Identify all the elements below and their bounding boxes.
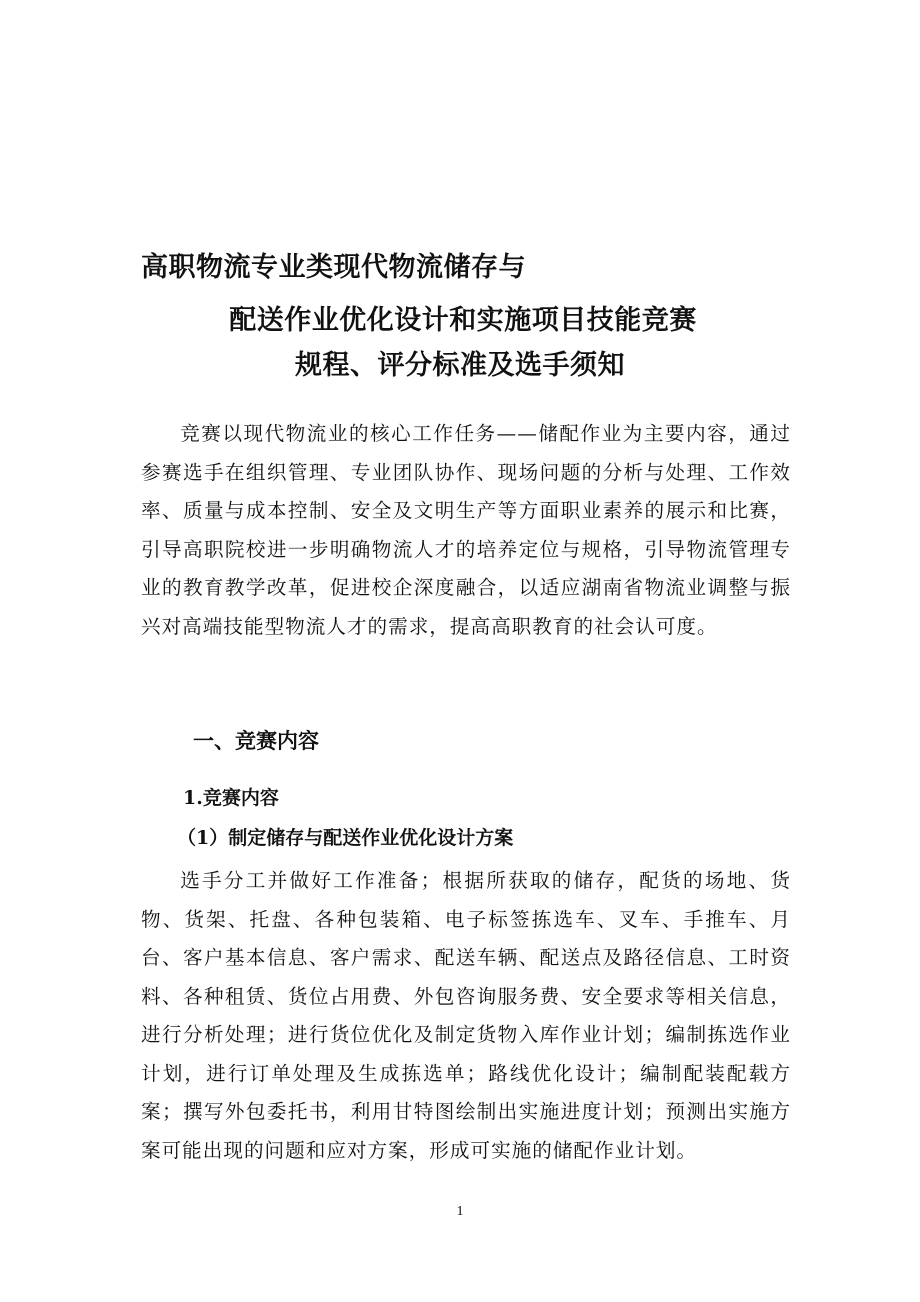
section-heading: 一、竞赛内容 — [193, 729, 319, 753]
subsection-heading: 1.竞赛内容 — [183, 787, 279, 809]
document-title-line-1: 高职物流专业类现代物流储存与 — [141, 252, 526, 283]
document-title-line-3: 规程、评分标准及选手须知 — [295, 350, 625, 381]
document-title-line-2: 配送作业优化设计和实施项目技能竞赛 — [229, 305, 697, 336]
item-heading: （1）制定储存与配送作业优化设计方案 — [177, 827, 514, 849]
page-number: 1 — [456, 1204, 464, 1219]
intro-paragraph: 竞赛以现代物流业的核心工作任务——储配作业为主要内容，通过参赛选手在组织管理、专业团队协作、现场问题的分析与处理、工作效率、质量与成本控制、安全及文明生产等方面职业素养的展示和比赛，引导高职院校进一步明确物流人才的培养定位与规格，引导物流管理专业的教育教学改革，促进校企深度融合，以适应湖南省物流业调整与振兴对高端技能型物流人才的需求，提高高职教育的社会认可度。 — [141, 422, 791, 638]
item-paragraph: 选手分工并做好工作准备；根据所获取的储存，配货的场地、货物、货架、托盘、各种包装箱、电子标签拣选车、叉车、手推车、月台、客户基本信息、客户需求、配送车辆、配送点及路径信息、工时资料、各种租赁、货位占用费、外包咨询服务费、安全要求等相关信息，进行分析处理；进行货位优化及制定货物入库作业计划；编制拣选作业计划，进行订单处理及生成拣选单；路线优化设计；编制配装配载方案；撰写外包委托书，利用甘特图绘制出实施进度计划；预测出实施方案可能出现的问题和应对方案，形成可实施的储配作业计划。 — [141, 869, 791, 1162]
